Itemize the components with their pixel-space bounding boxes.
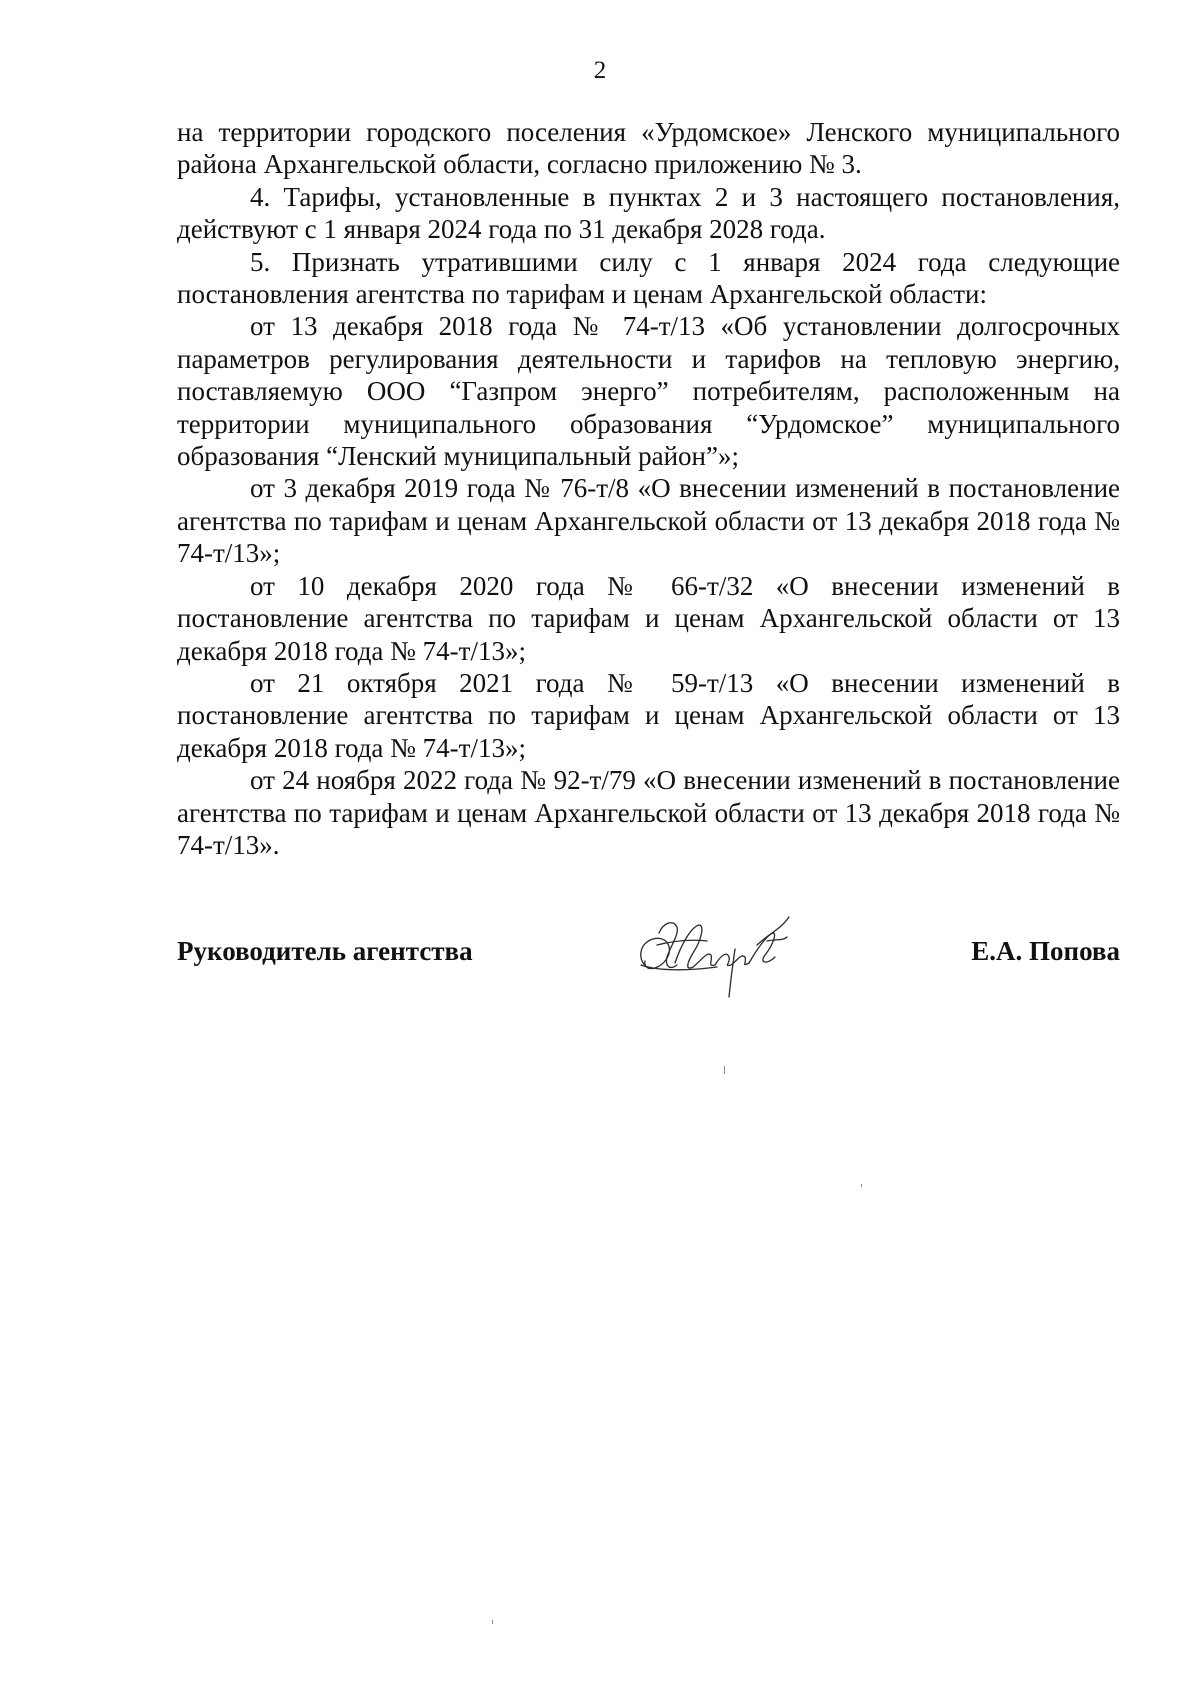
repealed-resolution-2021: от 21 октября 2021 года № 59-т/13 «О внесении изменений в постановление агентства по тарифам и ценам Архангельской области от 13 декабря 2018 года № 74-т/13»;	[177, 667, 1120, 763]
repealed-resolution-2020: от 10 декабря 2020 года № 66-т/32 «О внесении изменений в постановление агентства по тарифам и ценам Архангельской области от 13 декабря 2018 года № 74-т/13»;	[177, 570, 1120, 666]
scan-speck	[492, 1620, 493, 1624]
handwritten-signature	[617, 905, 817, 1005]
document-body	[177, 116, 1120, 861]
signature-block	[177, 905, 1120, 1005]
paragraph-item-5: 5. Признать утратившими силу с 1 января 2024 года следующие постановления агентства по тарифам и ценам Архангельской области:	[177, 246, 1120, 310]
repealed-resolution-2019: от 3 декабря 2019 года № 76-т/8 «О внесении изменений в постановление агентства по тарифам и ценам Архангельской области от 13 декабря 2018 года № 74-т/13»;	[177, 473, 1120, 569]
signatory-position: Руководитель агентства	[177, 936, 473, 966]
scan-speck	[724, 1066, 725, 1074]
signatory-name: Е.А. Попова	[971, 936, 1120, 966]
paragraph-item-4: 4. Тарифы, установленные в пунктах 2 и 3 настоящего постановления, действуют с 1 января 2024 года по 31 декабря 2028 года.	[177, 181, 1120, 245]
repealed-resolution-2018: от 13 декабря 2018 года № 74-т/13 «Об установлении долгосрочных параметров регулирования деятельности и тарифов на тепловую энергию, поставляемую ООО “Газпром энерго” потребителям, расположенным на территории муниципального образования “Урдомское” муниципального образования “Ленский муниципальный район”»;	[177, 311, 1120, 472]
paragraph-continuation: на территории городского поселения «Урдомское» Ленского муниципального района Архангельской области, согласно приложению № 3.	[177, 117, 1120, 180]
page-number: 2	[593, 57, 607, 84]
scan-speck	[861, 1184, 862, 1187]
repealed-resolution-2022: от 24 ноября 2022 года № 92-т/79 «О внесении изменений в постановление агентства по тарифам и ценам Архангельской области от 13 декабря 2018 года № 74-т/13».	[177, 765, 1120, 860]
